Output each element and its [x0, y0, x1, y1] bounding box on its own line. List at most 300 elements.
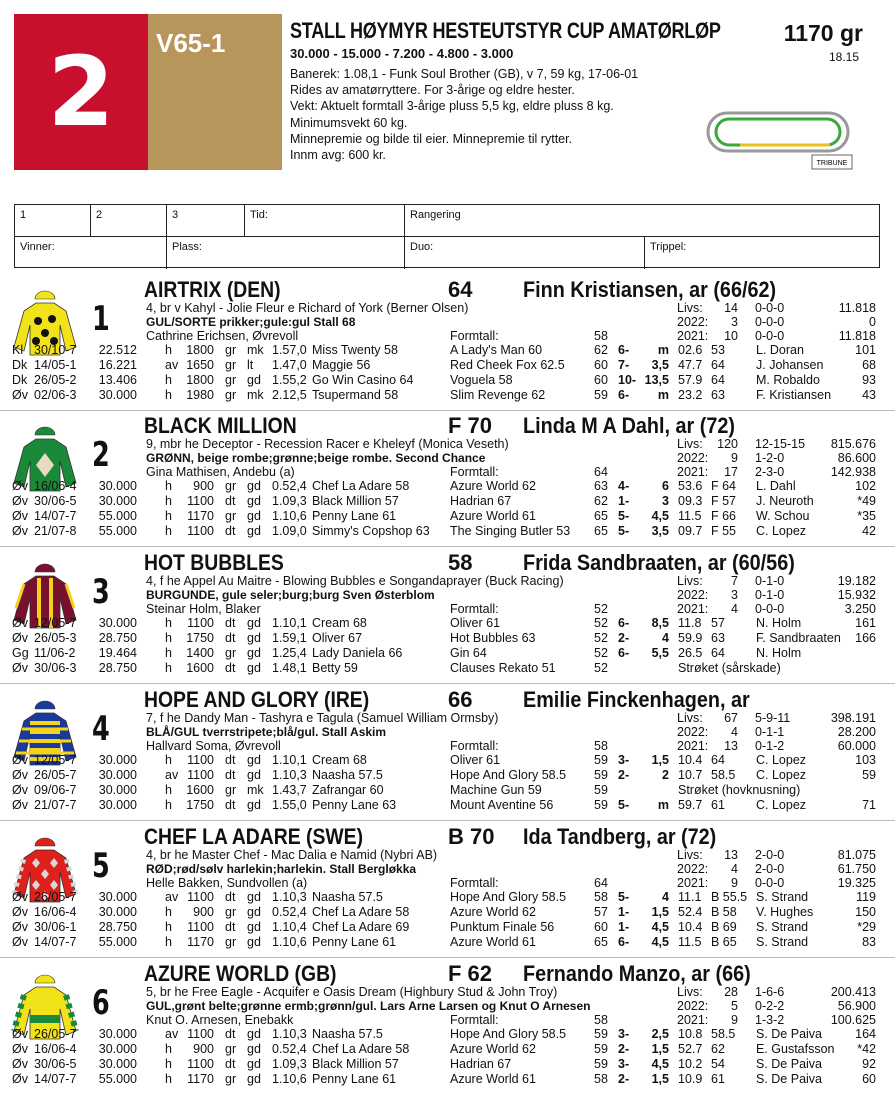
start-pts: 60: [862, 1072, 876, 1086]
start-date: 14/07-7: [34, 935, 77, 949]
horse-name[interactable]: AIRTRIX (DEN): [144, 277, 281, 302]
start-surf: dt: [225, 753, 236, 767]
stat-label: Livs:: [677, 574, 703, 588]
start-place: 5-: [618, 509, 630, 523]
start-second: Azure World 61: [450, 509, 536, 523]
start-w: 52: [594, 616, 608, 630]
start-row: [0, 798, 895, 813]
start-time: 0.52,4: [272, 905, 307, 919]
tote-cell[interactable]: 2: [91, 205, 167, 237]
rider-name[interactable]: Ida Tandberg, ar (72): [523, 824, 717, 849]
stat-starts: 9: [731, 1013, 738, 1027]
start-place: 2-: [618, 631, 630, 645]
start-time: 0.52,4: [272, 479, 307, 493]
start-w: 59: [594, 388, 608, 402]
start-margin: 1,5: [651, 905, 669, 919]
tote-cell[interactable]: Duo:: [405, 237, 645, 269]
start-track: Øv: [12, 1072, 28, 1086]
formtall-label: Formtall:: [450, 739, 499, 753]
stat-record: 0-1-0: [755, 588, 785, 602]
start-rat: 64: [711, 646, 725, 660]
start-prize: 30.000: [98, 1042, 137, 1056]
start-odds: 10.9: [678, 1072, 703, 1086]
start-w: 59: [594, 1027, 608, 1041]
start-type: h: [165, 1042, 172, 1056]
start-rider: L. Doran: [756, 343, 804, 357]
start-prize: 55.000: [98, 1072, 137, 1086]
start-cond: gd: [247, 753, 261, 767]
start-dist: 1800: [186, 343, 214, 357]
start-place: 6-: [618, 616, 630, 630]
start-cond: gd: [247, 631, 261, 645]
start-time: 0.52,4: [272, 1042, 307, 1056]
start-type: h: [165, 524, 172, 538]
trainer: Gina Mathisen, Andebu (a): [146, 465, 295, 479]
horse-entry: [0, 413, 895, 549]
start-odds: 11.5: [678, 935, 702, 949]
start-type: h: [165, 509, 172, 523]
start-odds: 52.4: [678, 905, 703, 919]
stat-label: 2021:: [677, 329, 709, 343]
horse-rating: 66: [448, 687, 473, 712]
start-second: Azure World 62: [450, 479, 536, 493]
rider-name[interactable]: Frida Sandbraaten, ar (60/56): [523, 550, 795, 575]
horse-name[interactable]: CHEF LA ADARE (SWE): [144, 824, 364, 849]
horse-name[interactable]: AZURE WORLD (GB): [144, 961, 337, 986]
start-row: [0, 920, 895, 935]
stat-earnings: 28.200: [837, 725, 876, 739]
start-w: 65: [594, 524, 608, 538]
horse-name[interactable]: HOT BUBBLES: [144, 550, 284, 575]
start-second: Slim Revenge 62: [450, 388, 546, 402]
start-time: 1.10,6: [272, 509, 307, 523]
start-surf: dt: [225, 768, 236, 782]
formtall-value: 52: [594, 602, 608, 616]
start-odds: 11.1: [678, 890, 702, 904]
stat-record: 0-0-0: [755, 301, 785, 315]
start-cond: gd: [247, 768, 261, 782]
start-margin: 3,5: [651, 524, 669, 538]
rider-name[interactable]: Emilie Finckenhagen, ar: [523, 687, 750, 712]
stat-earnings: 815.676: [830, 437, 876, 451]
start-second: Oliver 61: [450, 616, 501, 630]
stat-record: 0-0-0: [755, 876, 785, 890]
start-cond: gd: [247, 935, 261, 949]
start-surf: dt: [225, 1057, 236, 1071]
start-winner: Penny Lane 63: [312, 798, 397, 812]
start-margin: 4,5: [651, 1057, 669, 1071]
start-time: 1.10,6: [272, 1072, 307, 1086]
start-surf: gr: [225, 935, 237, 949]
start-cond: mk: [247, 783, 264, 797]
start-dist: 1100: [187, 494, 214, 508]
tote-cell[interactable]: Tid:: [245, 205, 405, 237]
start-time: 1.10,3: [272, 890, 307, 904]
stat-earnings: 0: [869, 315, 876, 329]
start-dist: 1750: [186, 631, 214, 645]
stat-earnings: 11.818: [838, 329, 876, 343]
start-rat: 64: [711, 358, 725, 372]
horse-rating: 58: [448, 550, 473, 575]
start-track: Øv: [12, 479, 28, 493]
start-margin: 2: [662, 768, 669, 782]
start-rider: S. Strand: [756, 935, 809, 949]
start-second: Punktum Finale 56: [450, 920, 555, 934]
start-prize: 30.000: [98, 1057, 137, 1071]
start-winner: Go Win Casino 64: [312, 373, 414, 387]
start-date: 30/06-1: [34, 920, 77, 934]
start-track: Øv: [12, 798, 28, 812]
stat-label: 2022:: [677, 862, 709, 876]
tote-cell[interactable]: 1: [15, 205, 91, 237]
start-cond: gd: [247, 1057, 261, 1071]
start-date: 11/06-2: [34, 646, 76, 660]
start-prize: 19.464: [98, 646, 137, 660]
stat-record: 2-0-0: [755, 848, 785, 862]
race-number: 2: [14, 14, 148, 170]
start-type: h: [165, 388, 172, 402]
trainer: Steinar Holm, Blaker: [146, 602, 261, 616]
start-date: 02/06-3: [34, 388, 77, 402]
start-type: h: [165, 905, 172, 919]
start-odds: 59.7: [678, 798, 703, 812]
stat-record: 2-3-0: [755, 465, 785, 479]
start-place: 6-: [618, 935, 630, 949]
start-surf: gr: [225, 1072, 237, 1086]
start-pts: *29: [857, 920, 876, 934]
start-second: Hot Bubbles 63: [450, 631, 536, 645]
start-row: [0, 890, 895, 905]
start-date: 16/06-4: [34, 479, 77, 493]
start-winner: Penny Lane 61: [312, 935, 397, 949]
start-winner: Maggie 56: [312, 358, 371, 372]
start-surf: dt: [225, 920, 236, 934]
stat-label: Livs:: [677, 437, 703, 451]
start-second: Machine Gun 59: [450, 783, 542, 797]
stat-label: 2022:: [677, 315, 709, 329]
start-prize: 30.000: [98, 753, 137, 767]
start-dist: 1170: [187, 935, 214, 949]
start-track: Øv: [12, 616, 28, 630]
start-row: [0, 753, 895, 768]
start-odds: 11.5: [678, 509, 702, 523]
start-cond: gd: [247, 1042, 261, 1056]
stat-earnings: 86.600: [837, 451, 876, 465]
start-date: 14/07-7: [34, 1072, 77, 1086]
stat-label: 2021:: [677, 1013, 709, 1027]
start-type: h: [165, 616, 172, 630]
start-type: av: [165, 890, 179, 904]
start-margin: 13,5: [644, 373, 669, 387]
start-rat: 64: [711, 753, 725, 767]
start-time: 1.10,1: [272, 753, 307, 767]
stat-record: 1-3-2: [755, 1013, 785, 1027]
start-place: 5-: [618, 524, 630, 538]
start-odds: 10.4: [678, 920, 703, 934]
start-type: av: [165, 768, 179, 782]
horse-entry: [0, 277, 895, 413]
horse-pedigree: 4, f he Appel Au Maitre - Blowing Bubbles e Songandaprayer (Buck Racing): [146, 574, 564, 588]
start-surf: dt: [225, 631, 236, 645]
tote-cell[interactable]: Trippel:: [650, 241, 687, 253]
start-margin: 6: [662, 479, 669, 493]
start-rat: B 55.5: [711, 890, 748, 904]
start-winner: Penny Lane 61: [312, 509, 397, 523]
formtall-label: Formtall:: [450, 1013, 499, 1027]
start-odds: 26.5: [678, 646, 703, 660]
start-w: 65: [594, 509, 608, 523]
start-second: Hope And Glory 58.5: [450, 890, 567, 904]
formtall-label: Formtall:: [450, 876, 499, 890]
start-w: 62: [594, 494, 608, 508]
start-margin: 3: [662, 494, 669, 508]
tote-cell[interactable]: 3: [167, 205, 245, 237]
start-row: [0, 646, 895, 661]
start-dist: 1170: [187, 1072, 214, 1086]
race-info: [290, 66, 638, 163]
start-pts: 119: [856, 890, 876, 904]
start-w: 59: [594, 1057, 608, 1071]
start-date: 12/05-7: [34, 753, 77, 767]
start-w: 58: [594, 1072, 608, 1086]
start-track: Øv: [12, 935, 28, 949]
start-time: 1.43,7: [272, 783, 307, 797]
start-second: Oliver 61: [450, 753, 501, 767]
horse-rating: F 70: [448, 413, 493, 438]
start-rider: S. De Paiva: [756, 1057, 823, 1071]
start-time: 1.47,0: [272, 358, 307, 372]
start-cond: gd: [247, 920, 261, 934]
start-date: 30/10-7: [34, 343, 77, 357]
start-pts: 150: [855, 905, 876, 919]
start-odds: 53.6: [678, 479, 703, 493]
start-date: 12/05-7: [34, 616, 77, 630]
stat-earnings: 60.000: [837, 739, 876, 753]
info-line: Minimumsvekt 60 kg.: [290, 115, 408, 130]
start-row: [0, 479, 895, 494]
start-cond: gd: [247, 1072, 261, 1086]
start-w: 59: [594, 768, 608, 782]
stat-starts: 13: [724, 739, 738, 753]
start-rider: F. Sandbraaten: [756, 631, 841, 645]
start-rider: S. Strand: [756, 890, 809, 904]
stat-record: 1-6-6: [755, 985, 785, 999]
start-type: h: [165, 646, 172, 660]
start-row: [0, 1057, 895, 1072]
start-winner: Cream 68: [312, 616, 367, 630]
start-dist: 1100: [187, 524, 214, 538]
start-surf: dt: [225, 494, 236, 508]
start-place: 10-: [618, 373, 637, 387]
game-code: [148, 14, 282, 170]
start-track: Øv: [12, 890, 28, 904]
start-winner: Betty 59: [312, 661, 358, 675]
start-prize: 55.000: [98, 935, 137, 949]
start-cond: gd: [247, 1027, 261, 1041]
start-odds: 10.2: [678, 1057, 703, 1071]
start-w: 58: [594, 890, 608, 904]
start-odds: Strøket (hovknusning): [678, 783, 801, 797]
start-second: Azure World 62: [450, 905, 536, 919]
start-time: 1.59,1: [272, 631, 307, 645]
start-type: h: [165, 494, 172, 508]
start-cond: gd: [247, 661, 261, 675]
start-odds: 59.9: [678, 631, 703, 645]
start-rider: N. Holm: [756, 616, 802, 630]
race-distance: 1170 gr: [783, 20, 863, 46]
start-w: 60: [594, 358, 608, 372]
start-date: 21/07-8: [34, 524, 77, 538]
start-place: 3-: [618, 753, 630, 767]
rider-name[interactable]: Finn Kristiansen, ar (66/62): [523, 277, 777, 302]
horse-number: 5: [92, 846, 110, 886]
start-surf: gr: [225, 905, 237, 919]
start-surf: dt: [225, 524, 236, 538]
race-time: 18.15: [828, 50, 859, 64]
start-date: 26/05-7: [34, 768, 77, 782]
stat-label: 2021:: [677, 602, 709, 616]
stat-starts: 17: [724, 465, 738, 479]
race-prizes: 30.000 - 15.000 - 7.200 - 4.800 - 3.000: [290, 46, 514, 61]
stat-earnings: 100.625: [830, 1013, 876, 1027]
start-dist: 1650: [186, 358, 214, 372]
horse-entry: [0, 824, 895, 960]
start-winner: Penny Lane 61: [312, 1072, 397, 1086]
start-rat: B 69: [711, 920, 737, 934]
start-place: 2-: [618, 1072, 630, 1086]
start-time: 1.55,0: [272, 798, 307, 812]
horse-entry: [0, 961, 895, 1097]
start-type: h: [165, 479, 172, 493]
rider-name[interactable]: Linda M A Dahl, ar (72): [523, 413, 735, 438]
start-track: Øv: [12, 524, 28, 538]
start-cond: lt: [247, 358, 254, 372]
stat-earnings: 56.900: [837, 999, 876, 1013]
start-dist: 1100: [187, 1027, 214, 1041]
stat-record: 2-0-0: [755, 862, 785, 876]
start-odds: 52.7: [678, 1042, 703, 1056]
trainer: Knut O. Arnesen, Enebakk: [146, 1013, 294, 1027]
start-margin: 4,5: [651, 920, 669, 934]
start-rat: 61: [711, 1072, 725, 1086]
start-surf: gr: [225, 358, 237, 372]
stat-earnings: 200.413: [830, 985, 876, 999]
start-dist: 1100: [187, 768, 214, 782]
start-rat: 64: [711, 373, 725, 387]
start-type: h: [165, 798, 172, 812]
stat-record: 0-0-0: [755, 315, 785, 329]
divider: [0, 410, 895, 411]
start-track: Gg: [12, 646, 29, 660]
start-dist: 1100: [187, 616, 214, 630]
start-cond: gd: [247, 373, 261, 387]
horse-name[interactable]: HOPE AND GLORY (IRE): [144, 687, 370, 712]
trainer: Hallvard Soma, Øvrevoll: [146, 739, 281, 753]
start-winner: Chef La Adare 58: [312, 1042, 410, 1056]
tote-cell[interactable]: Plass:: [167, 237, 405, 269]
start-time: 1.09,3: [272, 1057, 307, 1071]
start-rider: E. Gustafsson: [756, 1042, 835, 1056]
start-cond: gd: [247, 616, 261, 630]
start-track: Øv: [12, 783, 28, 797]
stat-label: 2022:: [677, 451, 709, 465]
start-place: 6-: [618, 343, 630, 357]
start-margin: 2,5: [651, 1027, 669, 1041]
start-surf: gr: [225, 1042, 237, 1056]
start-pts: 71: [862, 798, 876, 812]
horse-number: 6: [92, 983, 110, 1023]
tote-cell[interactable]: Vinner:: [15, 237, 167, 269]
stat-starts: 9: [731, 876, 738, 890]
start-surf: dt: [225, 616, 236, 630]
start-cond: gd: [247, 798, 261, 812]
start-cond: gd: [247, 890, 261, 904]
start-cond: gd: [247, 479, 261, 493]
tote-cell[interactable]: Rangering: [410, 209, 461, 221]
start-winner: Zafrangar 60: [312, 783, 384, 797]
stat-record: 12-15-15: [755, 437, 806, 451]
start-rider: C. Lopez: [756, 768, 807, 782]
rider-name[interactable]: Fernando Manzo, ar (66): [523, 961, 751, 986]
start-rider: J. Neuroth: [756, 494, 814, 508]
start-date: 16/06-4: [34, 1042, 77, 1056]
start-odds: Strøket (sårskade): [678, 661, 781, 675]
start-place: 2-: [618, 1042, 630, 1056]
tote-row-2: [15, 237, 879, 269]
horse-rating: F 62: [448, 961, 493, 986]
stat-starts: 10: [724, 329, 738, 343]
start-date: 26/05-3: [34, 631, 77, 645]
start-surf: dt: [225, 661, 236, 675]
horse-number: 3: [92, 572, 110, 612]
stat-starts: 28: [724, 985, 738, 999]
start-track: Dk: [12, 358, 28, 372]
stat-label: 2022:: [677, 725, 709, 739]
start-prize: 28.750: [98, 661, 137, 675]
start-type: h: [165, 343, 172, 357]
start-place: 3-: [618, 1027, 630, 1041]
start-winner: Chef La Adare 58: [312, 479, 410, 493]
horse-rating: 64: [448, 277, 473, 302]
start-odds: 09.3: [678, 494, 703, 508]
start-time: 1.09,3: [272, 494, 307, 508]
start-winner: Naasha 57.5: [312, 890, 383, 904]
owner-colors: GRØNN, beige rombe;grønne;beige rombe. Second Chance: [146, 451, 486, 465]
start-prize: 30.000: [98, 783, 137, 797]
start-place: 1-: [618, 494, 630, 508]
trainer: Cathrine Erichsen, Øvrevoll: [146, 329, 299, 343]
start-prize: 28.750: [98, 920, 137, 934]
stat-earnings: 11.818: [838, 301, 876, 315]
start-type: h: [165, 935, 172, 949]
start-surf: gr: [225, 479, 237, 493]
stat-earnings: 398.191: [830, 711, 876, 725]
start-rider: W. Schou: [756, 509, 810, 523]
start-odds: 10.4: [678, 753, 703, 767]
trainer: Helle Bakken, Sundvollen (a): [146, 876, 308, 890]
horse-name[interactable]: BLACK MILLION: [144, 413, 297, 438]
track-map-icon: [700, 105, 860, 175]
stat-starts: 14: [724, 301, 738, 315]
stat-record: 0-1-2: [755, 739, 785, 753]
start-surf: gr: [225, 783, 237, 797]
start-dist: 900: [193, 479, 214, 493]
start-rider: M. Robaldo: [756, 373, 820, 387]
owner-colors: BURGUNDE, gule seler;burg;burg Sven Østerblom: [146, 588, 435, 602]
formtall-value: 64: [594, 465, 608, 479]
formtall-label: Formtall:: [450, 602, 499, 616]
start-time: 1.09,0: [272, 524, 307, 538]
